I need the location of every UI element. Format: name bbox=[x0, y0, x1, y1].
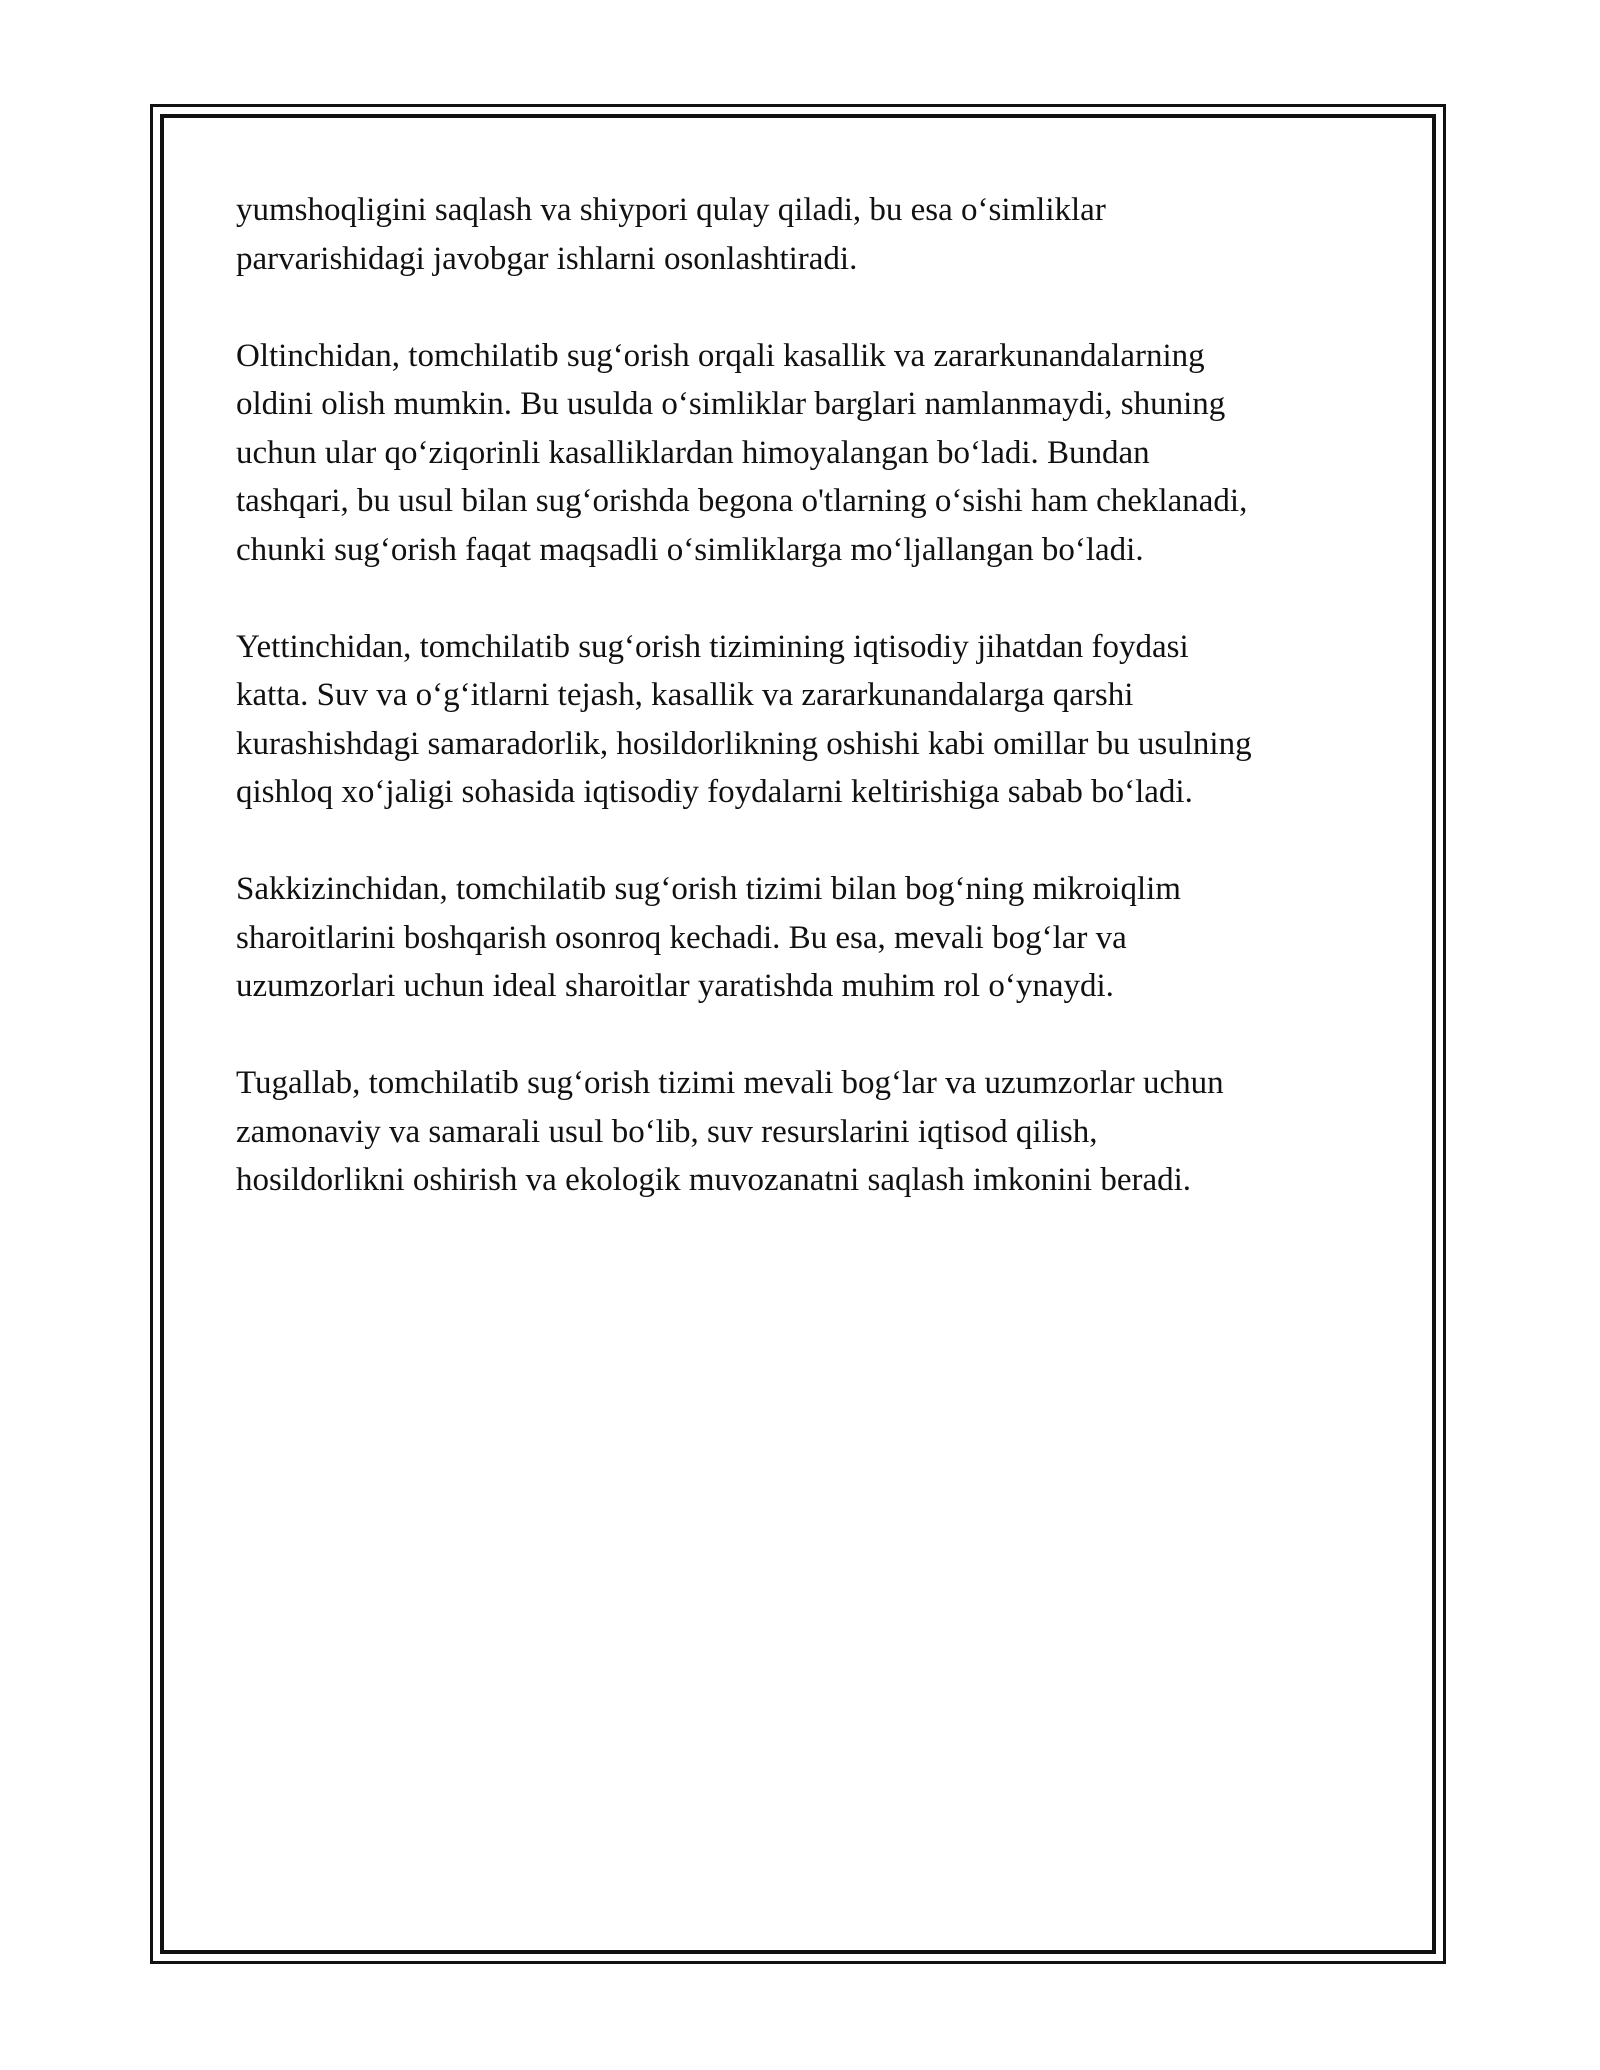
paragraph-2 bbox=[236, 332, 1386, 575]
text-line: uchun ular qo‘ziqorinli kasalliklardan himoyalangan bo‘ladi. Bundan bbox=[236, 434, 1150, 471]
text-line: yumshoqligini saqlash va shiypori qulay qiladi, bu esa o‘simliklar bbox=[236, 192, 1106, 228]
text-line: parvarishidagi javobgar ishlarni osonlashtiradi. bbox=[236, 240, 858, 277]
text-line: Yettinchidan, tomchilatib sug‘orish tizimining iqtisodiy jihatdan foydasi bbox=[236, 628, 1189, 665]
text-line: tashqari, bu usul bilan sug‘orishda begona o'tlarning o‘sishi ham cheklanadi, bbox=[236, 483, 1248, 519]
text-line: oldini olish mumkin. Bu usulda o‘simliklar barglari namlanmaydi, shuning bbox=[236, 386, 1226, 422]
text-line: chunki sug‘orish faqat maqsadli o‘simliklarga mo‘ljallangan bo‘ladi. bbox=[236, 531, 1144, 568]
text-line: zamonaviy va samarali usul bo‘lib, suv resurslarini iqtisod qilish, bbox=[236, 1113, 1098, 1150]
text-line: uzumzorlari uchun ideal sharoitlar yaratishda muhim rol o‘ynaydi. bbox=[236, 968, 1114, 1004]
text-line: sharoitlarini boshqarish osonroq kechadi. Bu esa, mevali bog‘lar va bbox=[236, 919, 1127, 956]
text-line: Oltinchidan, tomchilatib sug‘orish orqali kasallik va zararkunandalarning bbox=[236, 337, 1205, 374]
text-line: Tugallab, tomchilatib sug‘orish tizimi mevali bog‘lar va uzumzorlar uchun bbox=[236, 1065, 1224, 1101]
paragraph-4 bbox=[236, 865, 1386, 1011]
text-line: kurashishdagi samaradorlik, hosildorlikning oshishi kabi omillar bu usulning bbox=[236, 725, 1252, 762]
paragraph-3 bbox=[236, 623, 1386, 817]
text-line: Sakkizinchidan, tomchilatib sug‘orish tizimi bilan bog‘ning mikroiqlim bbox=[236, 871, 1181, 907]
paragraph-5 bbox=[236, 1059, 1386, 1205]
text-line: katta. Suv va o‘g‘itlarni tejash, kasallik va zararkunandalarga qarshi bbox=[236, 677, 1134, 713]
text-line: hosildorlikni oshirish va ekologik muvozanatni saqlash imkonini beradi. bbox=[236, 1162, 1192, 1198]
paragraph-1 bbox=[236, 186, 1386, 283]
text-line: qishloq xo‘jaligi sohasida iqtisodiy foydalarni keltirishiga sabab bo‘ladi. bbox=[236, 774, 1193, 810]
document-body bbox=[236, 186, 1386, 1253]
